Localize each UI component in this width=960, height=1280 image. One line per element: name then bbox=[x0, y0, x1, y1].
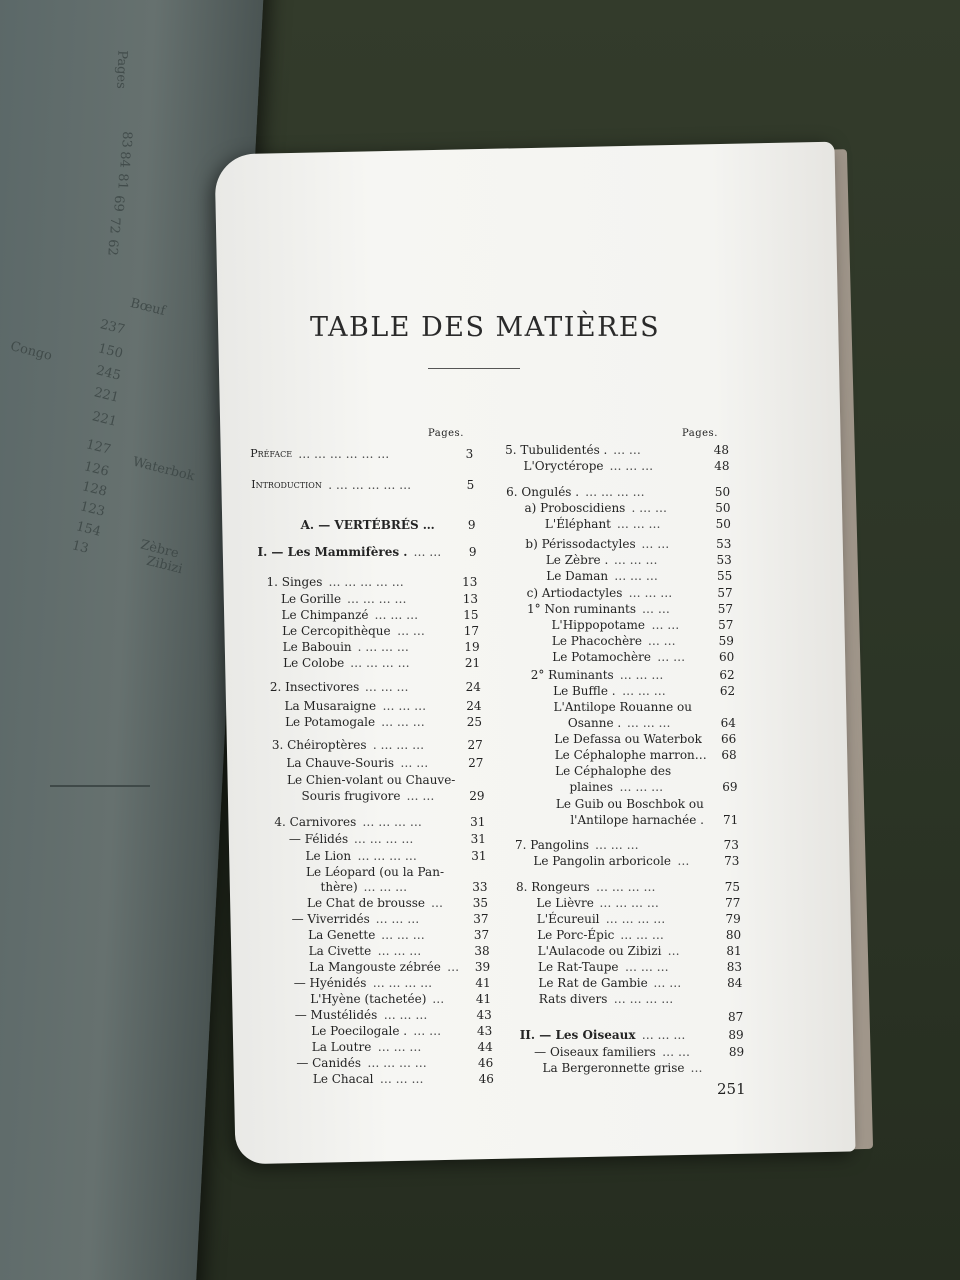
toc-page-number: 64 bbox=[720, 716, 736, 730]
toc-entry-title: La Bergeronnette grise bbox=[542, 1061, 685, 1075]
toc-page-number: 48 bbox=[714, 459, 730, 473]
toc-page-number: 68 bbox=[721, 748, 737, 762]
toc-page-number: 89 bbox=[728, 1045, 745, 1059]
toc-entry-title: 4. Carnivores bbox=[274, 815, 357, 829]
toc-page-number: 39 bbox=[474, 960, 491, 974]
toc-page-number: 75 bbox=[724, 880, 740, 894]
title-rule bbox=[428, 368, 520, 369]
toc-page-number: 29 bbox=[469, 789, 485, 803]
toc-entry-title: — Viverridés bbox=[291, 912, 370, 926]
toc-entry-title: Le Daman bbox=[546, 569, 609, 583]
toc-page-number: 57 bbox=[718, 618, 734, 632]
toc-page-number: 62 bbox=[719, 684, 736, 698]
ghost-text-fragment: Bœuf bbox=[128, 295, 167, 320]
ghost-text-fragment: 72 bbox=[106, 216, 123, 235]
toc-entry-title: La Chauve-Souris bbox=[286, 756, 394, 770]
toc-entry-title: Le Guib ou Boschbok ou bbox=[555, 797, 704, 811]
toc-page-number: 84 bbox=[727, 976, 743, 990]
toc-leader-dots: … … … bbox=[620, 928, 664, 942]
toc-entry-title: Osanne . bbox=[567, 716, 622, 730]
toc-page-number: 9 bbox=[467, 518, 476, 532]
toc-entry-title: A. — VERTÉBRÉS … bbox=[300, 518, 435, 532]
toc-leader-dots: … … … bbox=[614, 569, 658, 583]
toc-entry-title: Le Poecilogale . bbox=[311, 1024, 408, 1038]
ghost-text-fragment: 237 bbox=[98, 317, 127, 338]
toc-page-number: 55 bbox=[716, 569, 733, 583]
pages-header: Pages. bbox=[428, 428, 464, 439]
toc-entry-title: Le Céphalophe des bbox=[555, 764, 672, 778]
toc-leader-dots: … … … bbox=[622, 684, 666, 698]
toc-leader-dots: … … … bbox=[363, 880, 408, 894]
toc-leader-dots: … … bbox=[647, 634, 676, 648]
toc-entry-title: a) Proboscidiens bbox=[524, 501, 626, 515]
ghost-text-fragment: Congo bbox=[8, 339, 54, 364]
toc-leader-dots: … … … bbox=[616, 517, 661, 531]
toc-leader-dots: … … … bbox=[381, 928, 425, 942]
toc-page-number: 31 bbox=[470, 832, 486, 846]
toc-leader-dots: … … … bbox=[379, 1072, 424, 1086]
toc-entry-title: 2° Ruminants bbox=[530, 668, 614, 682]
toc-entry-title: La Civette bbox=[308, 944, 372, 958]
toc-page-number: 77 bbox=[725, 896, 741, 910]
toc-entry-title: La Mangouste zébrée bbox=[309, 960, 441, 974]
ghost-text-fragment: 81 bbox=[114, 172, 131, 191]
ghost-text-fragment: 83 bbox=[118, 130, 135, 149]
toc-page-number: 25 bbox=[466, 715, 483, 729]
toc-entry-title: La Genette bbox=[308, 928, 376, 942]
toc-leader-dots: … … … bbox=[619, 780, 664, 794]
toc-entry-title: thère) bbox=[320, 880, 358, 894]
toc-entry-title: b) Périssodactyles bbox=[525, 537, 636, 551]
ghost-text-fragment: 126 bbox=[82, 459, 111, 480]
toc-page-number: 48 bbox=[713, 443, 730, 457]
toc-page-number: 3 bbox=[465, 447, 474, 461]
toc-leader-dots: … … … … bbox=[367, 1056, 427, 1070]
ghost-text-fragment: 128 bbox=[80, 479, 109, 500]
toc-leader-dots: … bbox=[677, 854, 690, 868]
toc-leader-dots: … … … bbox=[374, 608, 419, 622]
toc-leader-dots: … … bbox=[642, 602, 670, 616]
page-title: TABLE DES MATIÈRES bbox=[310, 312, 661, 343]
ghost-text-fragment: Zibizi bbox=[144, 553, 184, 578]
toc-entry-title: Préface bbox=[250, 447, 293, 460]
toc-entry-title: 1° Non ruminants bbox=[527, 602, 637, 616]
pages-header: Pages. bbox=[682, 428, 718, 439]
toc-leader-dots: … bbox=[431, 896, 444, 910]
toc-page-number: 50 bbox=[715, 517, 731, 531]
toc-entry-title: — Hyénidés bbox=[293, 976, 367, 990]
toc-entry-title: Le Lion bbox=[305, 849, 352, 863]
ghost-text-fragment: 245 bbox=[94, 363, 123, 384]
toc-entry-title: La Loutre bbox=[311, 1040, 372, 1054]
toc-page-number: 9 bbox=[468, 545, 477, 559]
ghost-text-fragment: 221 bbox=[92, 385, 121, 406]
toc-page-number: 71 bbox=[723, 813, 739, 827]
toc-leader-dots: … … bbox=[400, 756, 429, 770]
toc-entry-title: — Oiseaux familiers bbox=[534, 1045, 656, 1059]
toc-entry-title: L'Antilope Rouanne ou bbox=[553, 700, 692, 714]
toc-page-number: 46 bbox=[478, 1056, 494, 1070]
toc-leader-dots: … … … bbox=[383, 1008, 428, 1022]
toc-page-number: 37 bbox=[473, 928, 490, 942]
toc-entry-title: Le Babouin bbox=[282, 640, 352, 654]
toc-entry-title: — Canidés bbox=[296, 1056, 361, 1070]
toc-page-number: 41 bbox=[475, 976, 491, 990]
toc-page-number: 38 bbox=[474, 944, 490, 958]
toc-leader-dots: … … bbox=[413, 1024, 442, 1038]
toc-leader-dots: … … … … bbox=[362, 815, 422, 829]
toc-page-number: 43 bbox=[476, 1008, 492, 1022]
toc-page-number: 81 bbox=[726, 944, 742, 958]
toc-leader-dots: … bbox=[432, 992, 445, 1006]
ghost-text-fragment: 84 bbox=[116, 150, 133, 169]
toc-leader-dots: … … … bbox=[377, 944, 422, 958]
toc-entry-title: Souris frugivore bbox=[301, 789, 401, 803]
toc-page-number: 57 bbox=[717, 602, 734, 616]
toc-leader-dots: … … bbox=[641, 537, 670, 551]
toc-leader-dots: … … bbox=[397, 624, 425, 638]
toc-entry-title: Le Buffle . bbox=[553, 684, 616, 698]
toc-leader-dots: … … … … bbox=[605, 912, 666, 926]
toc-entry-title: Le Porc-Épic bbox=[537, 928, 615, 942]
ghost-text-fragment: 69 bbox=[110, 194, 127, 213]
toc-page-number: 31 bbox=[470, 815, 486, 829]
toc-entry-title: L'Oryctérope bbox=[523, 459, 604, 473]
toc-leader-dots: … … … … … … bbox=[298, 447, 390, 461]
toc-leader-dots: … … bbox=[413, 545, 442, 559]
ghost-text-fragment: 127 bbox=[84, 437, 113, 458]
toc-page-number: 83 bbox=[726, 960, 742, 974]
toc-leader-dots: … … … … bbox=[350, 656, 410, 670]
toc-entry-title: Le Phacochère bbox=[551, 634, 643, 648]
toc-page-number: 17 bbox=[463, 624, 480, 638]
toc-entry-title: Le Zèbre . bbox=[545, 553, 609, 567]
toc-page-number: 43 bbox=[476, 1024, 493, 1038]
toc-leader-dots: … … … bbox=[381, 715, 425, 729]
toc-leader-dots: … … … … … bbox=[328, 575, 404, 589]
ghost-text-fragment: 123 bbox=[78, 499, 107, 520]
toc-leader-dots: … … bbox=[653, 976, 682, 990]
toc-entry-title: 3. Chéiroptères bbox=[271, 738, 367, 752]
toc-entry-title: Le Léopard (ou la Pan- bbox=[306, 865, 444, 879]
toc-leader-dots: … … … bbox=[641, 1028, 686, 1042]
toc-leader-dots: … … … … bbox=[596, 880, 656, 894]
ghost-text-fragment: 154 bbox=[74, 519, 103, 540]
toc-page-number: 44 bbox=[477, 1040, 493, 1054]
toc-page-number: 37 bbox=[473, 912, 489, 926]
ghost-text-fragment: Zèbre bbox=[138, 537, 181, 562]
toc-page-number: 53 bbox=[716, 553, 732, 567]
toc-entry-title: Le Gorille bbox=[281, 592, 342, 606]
toc-entry-title: Le Chien-volant ou Chauve- bbox=[286, 773, 456, 787]
toc-entry-title: 1. Singes bbox=[266, 575, 323, 589]
toc-leader-dots: … … bbox=[651, 618, 680, 632]
toc-leader-dots: … … … … bbox=[347, 592, 407, 606]
toc-entry-title: Le Rat-Taupe bbox=[538, 960, 619, 974]
toc-entry-title: Le Rat de Gambie bbox=[538, 976, 648, 990]
toc-page-number: 27 bbox=[467, 738, 483, 752]
toc-entry-title: Le Chacal bbox=[312, 1072, 374, 1086]
toc-entry-title: Le Céphalophe marron… bbox=[554, 748, 707, 762]
toc-page-number: 15 bbox=[463, 608, 479, 622]
toc-leader-dots: … bbox=[667, 944, 680, 958]
toc-entry-title: Le Defassa ou Waterbok bbox=[554, 732, 702, 746]
toc-page-number: 66 bbox=[721, 732, 737, 746]
toc-entry-title: I. — Les Mammifères . bbox=[257, 545, 408, 559]
toc-page-number: 73 bbox=[723, 838, 739, 852]
toc-page-number: 33 bbox=[472, 880, 488, 894]
toc-leader-dots: … … … … bbox=[585, 485, 645, 499]
toc-entry-title: 7. Pangolins bbox=[514, 838, 590, 852]
toc-leader-dots: … … … bbox=[377, 1040, 422, 1054]
toc-leader-dots: … … … … bbox=[353, 832, 414, 846]
ghost-text-fragment: Pages bbox=[113, 49, 130, 90]
toc-page-number: 57 bbox=[717, 586, 733, 600]
toc-entry-title: l'Antilope harnachée . bbox=[570, 813, 704, 827]
toc-entry-title: — Mustélidés bbox=[294, 1008, 378, 1022]
toc-page-number: 50 bbox=[714, 485, 731, 499]
toc-page-number: 35 bbox=[472, 896, 489, 910]
toc-leader-dots: … … … bbox=[626, 716, 671, 730]
toc-leader-dots: … … bbox=[613, 443, 641, 457]
toc-page-number: 62 bbox=[719, 668, 735, 682]
toc-page-number: 60 bbox=[718, 650, 735, 664]
toc-entry-title: Le Chimpanzé bbox=[281, 608, 369, 622]
toc-leader-dots: … … … … bbox=[357, 849, 417, 863]
toc-leader-dots: … … … bbox=[613, 553, 658, 567]
toc-page-number: 13 bbox=[462, 575, 478, 589]
toc-entry-title: Le Lièvre bbox=[536, 896, 594, 910]
toc-page-number: 27 bbox=[468, 756, 484, 770]
ghost-text-fragment: 62 bbox=[104, 238, 121, 257]
toc-leader-dots: … … … bbox=[594, 838, 639, 852]
toc-page-number: 46 bbox=[478, 1072, 494, 1086]
toc-page-number: 59 bbox=[718, 634, 734, 648]
toc-page-number: 53 bbox=[716, 537, 732, 551]
toc-entry-title: 6. Ongulés . bbox=[506, 485, 580, 499]
toc-entry-title: Introduction bbox=[251, 478, 322, 491]
ghost-text-fragment: 221 bbox=[90, 409, 119, 430]
toc-leader-dots: . … … bbox=[631, 501, 667, 515]
toc-page-number: 21 bbox=[464, 656, 481, 670]
toc-page-number: 89 bbox=[728, 1028, 744, 1042]
toc-leader-dots: … … … bbox=[625, 960, 669, 974]
toc-leader-dots: … … … bbox=[609, 459, 654, 473]
toc-entry-title: Rats divers bbox=[538, 992, 608, 1006]
toc-entry-title: Le Colobe bbox=[283, 656, 345, 670]
toc-page-number: 80 bbox=[725, 928, 742, 942]
toc-entry-title: Le Pangolin arboricole bbox=[533, 854, 672, 868]
toc-page-number: 79 bbox=[725, 912, 741, 926]
toc-leader-dots: … … bbox=[406, 789, 435, 803]
toc-entry-title: L'Aulacode ou Zibizi bbox=[537, 944, 662, 958]
toc-page-number: 41 bbox=[475, 992, 492, 1006]
toc-page-number: 13 bbox=[462, 592, 479, 606]
toc-entry-title: L'Hyène (tachetée) bbox=[310, 992, 427, 1006]
toc-entry-title: Le Cercopithèque bbox=[282, 624, 391, 638]
toc-leader-dots: … … bbox=[657, 650, 686, 664]
toc-page-number: 31 bbox=[471, 849, 487, 863]
toc-entry-title: 8. Rongeurs bbox=[516, 880, 590, 894]
toc-page-number: 24 bbox=[466, 699, 482, 713]
ghost-text-fragment: 150 bbox=[96, 341, 125, 362]
toc-page-number: 69 bbox=[722, 780, 738, 794]
toc-entry-title: c) Artiodactyles bbox=[526, 586, 623, 600]
ghost-text-fragment: Waterbok bbox=[131, 454, 197, 485]
toc-entry-title: Le Potamogale bbox=[285, 715, 376, 729]
toc-entry-title: L'Hippopotame bbox=[551, 618, 645, 632]
toc-entry-title: L'Écureuil bbox=[536, 912, 600, 926]
toc-entry-title: La Musaraigne bbox=[284, 699, 377, 713]
toc-leader-dots: … … … bbox=[364, 680, 409, 694]
toc-entry-title: II. — Les Oiseaux bbox=[519, 1028, 636, 1042]
toc-leader-dots: … … … … bbox=[613, 992, 674, 1006]
toc-leader-dots: … … … bbox=[628, 586, 673, 600]
toc-leader-dots: . … … … … … bbox=[328, 478, 412, 492]
toc-leader-dots: … bbox=[447, 960, 460, 974]
toc-leader-dots: . … … … bbox=[372, 738, 425, 752]
toc-entry-title: 5. Tubulidentés . bbox=[505, 443, 608, 457]
toc-entry-title: Le Potamochère bbox=[552, 650, 651, 664]
toc-entry-title: 2. Insectivores bbox=[269, 680, 360, 694]
toc-page-number: 87 bbox=[727, 1010, 744, 1024]
toc-entry-title: L'Éléphant bbox=[544, 517, 612, 531]
page-number: 251 bbox=[717, 1080, 746, 1098]
toc-page-number: 24 bbox=[465, 680, 481, 694]
toc-entry-title: — Félidés bbox=[288, 832, 349, 846]
toc-leader-dots: … bbox=[690, 1061, 703, 1075]
ghost-text-fragment: 13 bbox=[70, 538, 91, 557]
left-page-rule bbox=[50, 785, 150, 787]
toc-entry-title: Le Chat de brousse bbox=[307, 896, 426, 910]
toc-page-number: 73 bbox=[724, 854, 740, 868]
toc-leader-dots: … … … … bbox=[372, 976, 433, 990]
toc-entry-title: plaines bbox=[569, 780, 613, 794]
toc-leader-dots: … … … bbox=[382, 699, 427, 713]
toc-leader-dots: … … … bbox=[619, 668, 664, 682]
toc-leader-dots: … … bbox=[662, 1045, 690, 1059]
toc-page-number: 19 bbox=[464, 640, 480, 654]
toc-leader-dots: … … … … bbox=[599, 896, 659, 910]
toc-page-number: 5 bbox=[466, 478, 475, 492]
toc-leader-dots: … … … bbox=[375, 912, 420, 926]
toc-page-number: 50 bbox=[715, 501, 731, 515]
toc-leader-dots: . … … … bbox=[357, 640, 409, 654]
